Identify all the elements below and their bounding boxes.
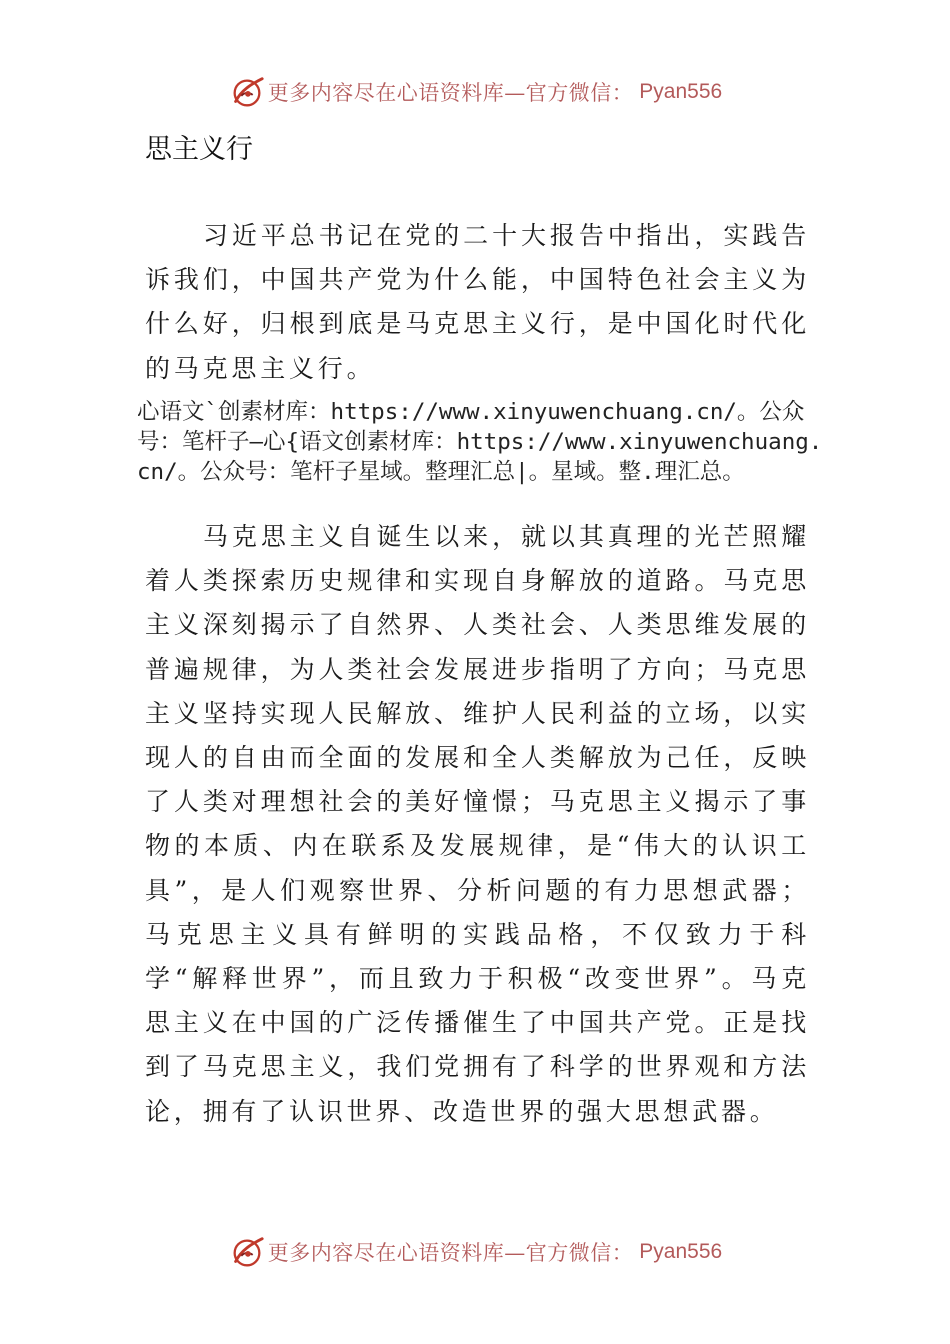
xinyu-logo-icon (228, 1233, 266, 1271)
header-banner-wechat-id: Pyan556 (639, 80, 723, 103)
footer-banner-wechat-id: Pyan556 (639, 1240, 723, 1263)
section-heading: 思主义行 (145, 134, 253, 165)
paragraph-1: 习近平总书记在党的二十大报告中指出，实践告诉我们，中国共产党为什么能，中国特色社会主义为什么好，归根到底是马克思主义行，是中国化时代化的马克思主义行。 (145, 221, 810, 383)
footer-banner (0, 1232, 950, 1272)
header-banner-text: 更多内容尽在心语资料库—官方微信： (267, 81, 634, 105)
paragraph-2: 马克思主义自诞生以来，就以其真理的光芒照耀着人类探索历史规律和实现自身解放的道路。马克思主义深刻揭示了自然界、人类社会、人类思维发展的普遍规律，为人类社会发展进步指明了方向；马克思主义坚持实现人民解放、维护人民利益的立场，以实现人的自由而全面的发展和全人类解放为己任，反映了人类对理想社会的美好憧憬；马克思主义揭示了事物的本质、内在联系及发展规律，是“伟大的认识工具”，是人们观察世界、分析问题的有力思想武器；马克思主义具有鲜明的实践品格，不仅致力于科学“解释世界”，而且致力于积极“改变世界”。马克思主义在中国的广泛传播催生了中国共产党。正是找到了马克思主义，我们党拥有了科学的世界观和方法论，拥有了认识世界、改造世界的强大思想武器。 (145, 522, 810, 1126)
watermark-text: 心语文`创素材库：https://www.xinyuwenchuang.cn/。公众号：笔杆子—心{语文创素材库：https://www.xinyuwenchuang.cn/。公众号：笔杆子星域。整理汇总|。星域。整.理汇总。 (137, 399, 823, 485)
header-banner (0, 72, 950, 112)
footer-banner-text: 更多内容尽在心语资料库—官方微信： (267, 1241, 634, 1265)
xinyu-logo-icon (228, 73, 266, 111)
